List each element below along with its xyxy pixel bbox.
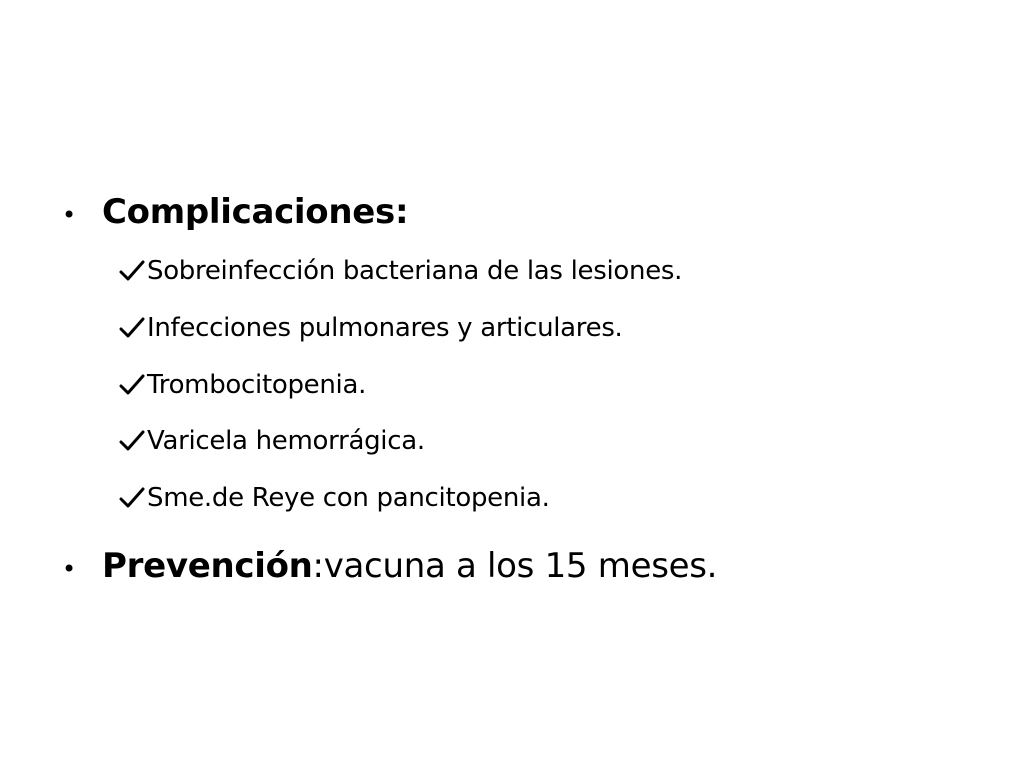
list-item [118,483,550,513]
list-item [118,426,425,456]
checkmark-icon [118,259,146,283]
list-item-text: Sobreinfección bacteriana de las lesiones. [147,256,683,286]
list-item-text: Sme.de Reye con pancitopenia. [147,483,550,513]
list-item-text: Infecciones pulmonares y articulares. [147,313,623,343]
bullet-dot: • [62,201,77,229]
list-item [118,313,623,343]
complicaciones-heading: Complicaciones: [102,192,409,232]
checkmark-icon [118,316,146,340]
bullet-dot: • [62,555,77,583]
list-item-text: Trombocitopenia. [147,370,367,400]
list-item-text: Varicela hemorrágica. [147,426,425,456]
prevencion-heading: Prevención [102,546,313,586]
bullet-prevencion [62,546,717,586]
list-item [118,370,366,400]
checkmark-icon [118,429,146,453]
checkmark-icon [118,373,146,397]
prevencion-text: :vacuna a los 15 meses. [312,546,718,586]
bullet-complicaciones [62,192,408,232]
checkmark-icon [118,486,146,510]
list-item [118,256,682,286]
